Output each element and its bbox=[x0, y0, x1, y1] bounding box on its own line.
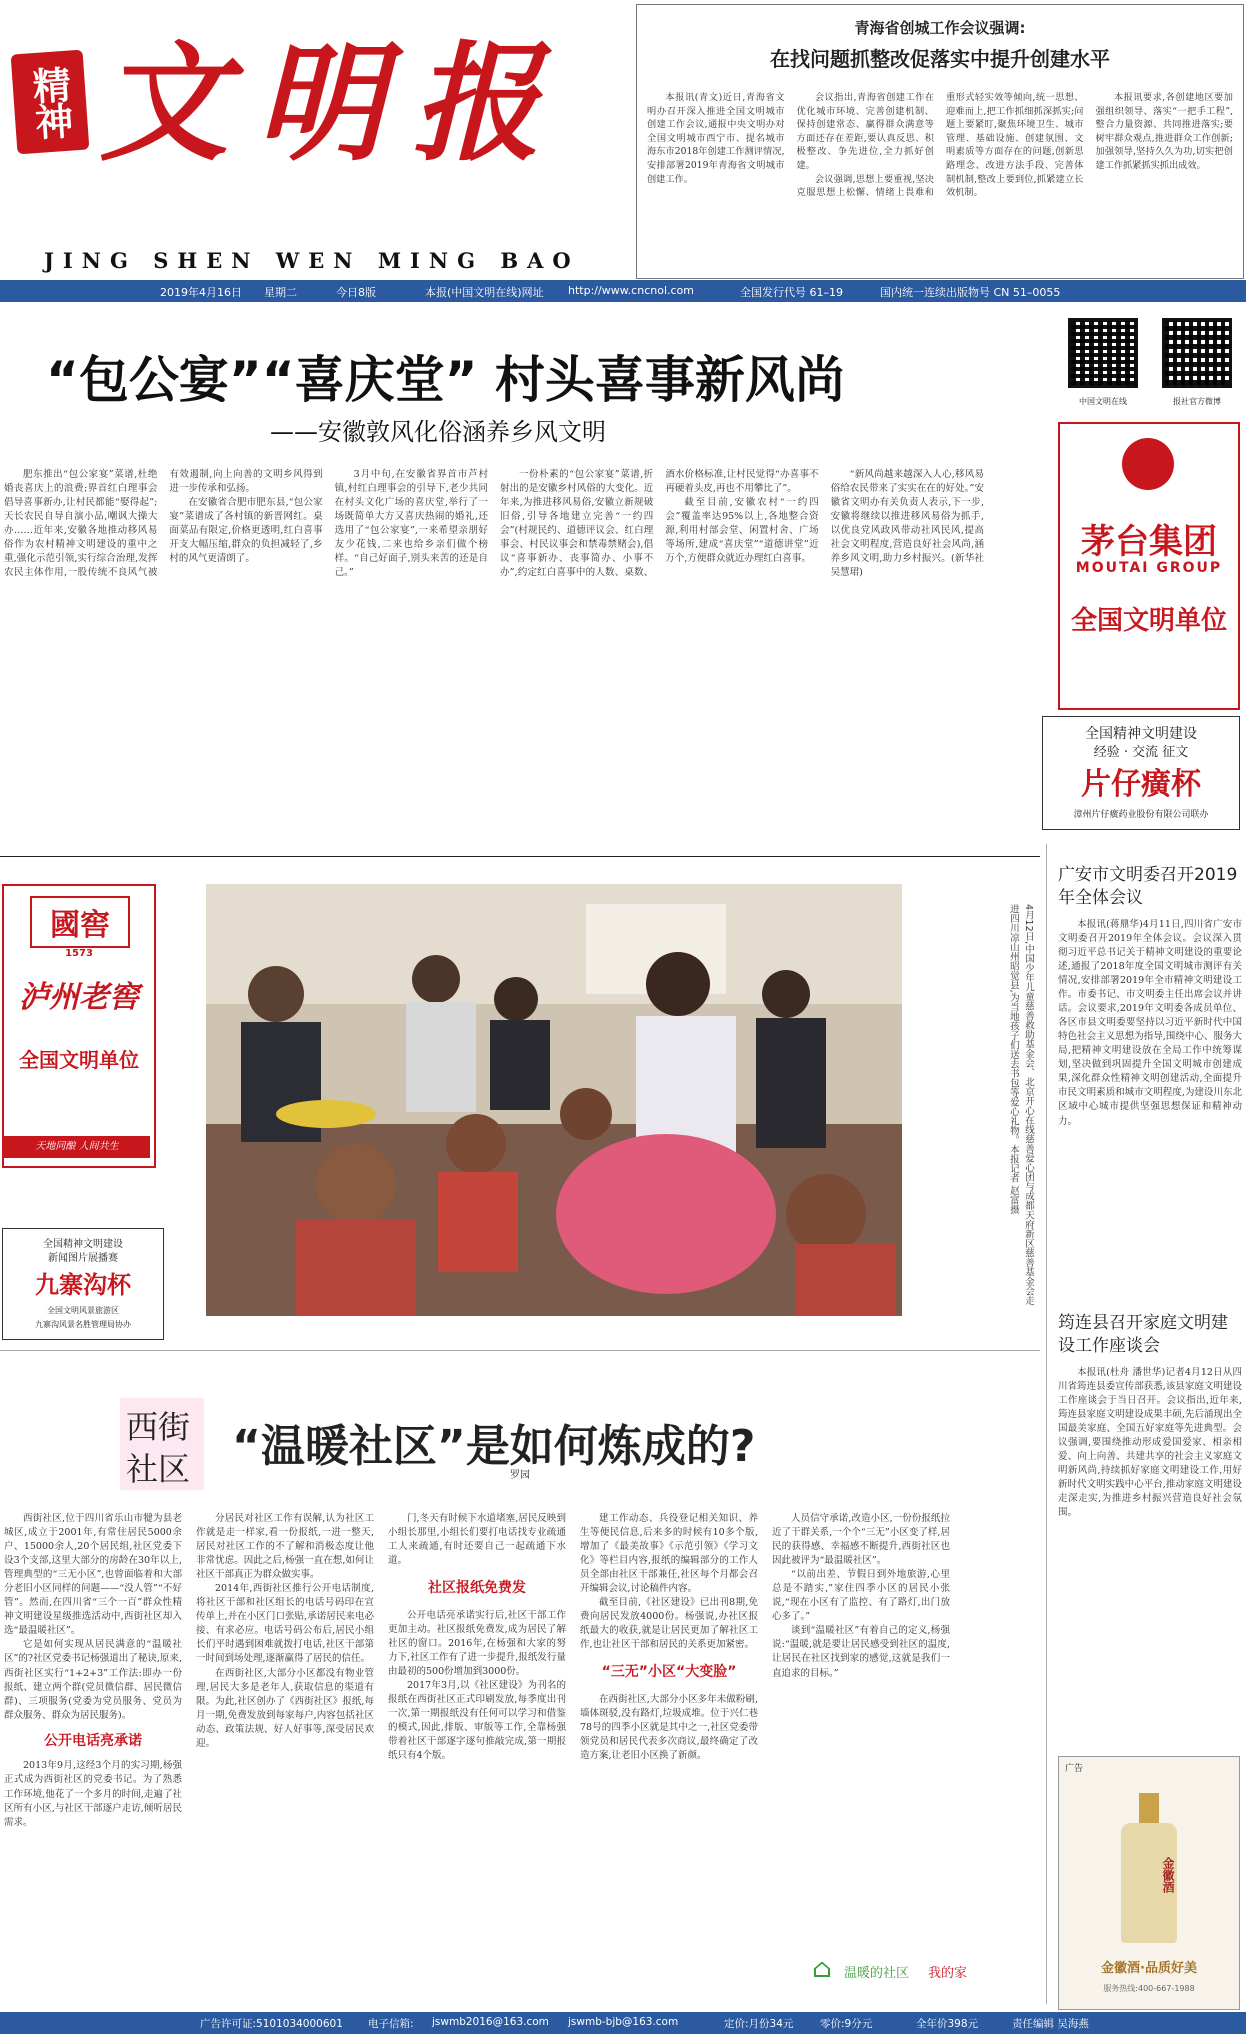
news-photo bbox=[206, 884, 902, 1316]
masthead-pinyin: JING SHEN WEN MING BAO bbox=[44, 248, 580, 273]
pzh-ad[interactable]: 全国精神文明建设 经验 · 交流 征文 片仔癀杯 漳州片仔癀药业股份有限公司联办 bbox=[1042, 716, 1240, 830]
house-icon: ⌂ bbox=[812, 1954, 832, 1984]
qr-code-icon[interactable] bbox=[1068, 318, 1138, 388]
feature-logo: ⌂ 温暖的社区 我的家 bbox=[812, 1954, 968, 1984]
qr-code-icon[interactable] bbox=[1162, 318, 1232, 388]
feature-col-5: 人员信守承诺,改造小区,一份份报纸拉近了干群关系,一个个“三无”小区变了样,居民的获得感、幸福感不断提升,西街社区也因此被评为“最温暖社区”。 “以前出差、节假日到外地旅游,心里总是不踏实,”家住四季小区的居民小张说,“现在小区有了监控、有了路灯,出门放心多了。” 谈到“温暖社区”有着自己的定义,杨强说:“温暖,就是要让居民感受到社区的温度,让居民在社区找到家的感觉,这就是我们一直追求的目标。” bbox=[772, 1513, 950, 1679]
top-story-body: 本报讯(青文)近日,青海省文明办召开深入推进全国文明城市创建工作会议,通报中央文明办对全国文明城市西宁市、提名城市海东市2018年创建工作测评情况,安排部署2019年青海省文明城市创建工作。 会议指出,青海省创建工作在优化城市环境、完善创建机制、保持创建常态、赢得群众满意等方面还存在差距,要认真反思、积极整改、争先进位,全力抓好创建。 会议强调,思想上要重视,坚决克服思想上松懈、情绪上畏难和重形式轻实效等倾向,统一思想、迎难而上,把工作抓细抓深抓实;问题上要紧盯,聚焦环境卫生、城市管理、基础设施、创建氛围、文明素质等方面存在的问题,创新思路理念、改进方法手段、完善体制机制,整改上要到位,抓紧建立长效机制。 本报讯要求,各创建地区要加强组织领导、落实“一把手工程”,整合力量资源、共同推进落实;要树牢群众观点,推进群众工作创新;加强领导,坚持久久为功,切实把创建工作抓紧抓实抓出成效。 bbox=[647, 92, 1233, 199]
masthead-seal: 精神 bbox=[11, 50, 90, 155]
photo-illustration bbox=[206, 884, 902, 1316]
jzg-ad[interactable]: 全国精神文明建设 新闻图片展播赛 九寨沟杯 全国文明风景旅游区 九寨沟风景名胜管理局协办 bbox=[2, 1228, 164, 1340]
lead-body: 肥东推出“包公家宴”菜谱,杜绝婚丧喜庆上的浪费;界首红白理事会倡导喜事新办,让村民都能“娶得起”;天长农民自导自演小品,嘲讽大操大办……近年来,安徽各地推动移风易俗作为农村精神文明建设的重中之重,强化示范引领,实行综合治理,发挥农民主体作用,一股传统不良风气被有效遏制,向上向善的文明乡风得到进一步传承和弘扬。 在安徽省合肥市肥东县,“包公家宴”菜谱成了各村镇的新晋网红。桌面菜品有限定,价格更透明,红白喜事开支大幅压缩,群众的负担减轻了,乡村的风气更清朗了。 3月中旬,在安徽省界首市芦村镇,村红白理事会的引导下,老少共同在村头文化广场的喜庆堂,举行了一场既简单大方又喜庆热闹的婚礼,还选用了“包公家宴”,一来希望亲朋好友少花钱,二来也给乡亲们做个榜样。“自己好面子,别头来苦的还是自己。” 一份朴素的“包公家宴”菜谱,折射出的是安徽乡村风俗的大变化。近年来,为推进移风易俗,安徽立新规破旧俗,引导各地建立完善“一约四会”(村规民约、道德评议会、红白理事会、村民议事会和禁毒禁赌会),倡议“喜事新办、丧事简办、小事不办”,约定红白喜事中的人数、桌数、酒水价格标准,让村民觉得“办喜事不再硬着头皮,再也不用攀比了”。 截至目前,安徽农村“一约四会”覆盖率达95%以上,各地整合资源,利用村部会堂、闲置村舍、广场等场所,建成“喜庆堂”“道德讲堂”近万个,方便群众就近办理红白喜事。 “新风尚越来越深入人心,移风易俗给农民带来了实实在在的好处。”安徽省文明办有关负责人表示,下一步,安徽将继续以推进移风易俗为抓手,以优良党风政风带动社风民风,提高社会文明程度,营造良好社会风尚,涵养乡风文明,助力乡村振兴。(新华社 吴慧珺) bbox=[4, 469, 984, 579]
date-band: 2019年4月16日 星期二 今日8版 本报(中国文明在线)网址 http://www.cncnol.com 全国发行代号 61–19 国内统一连续出版物号 CN 51–0055 bbox=[0, 280, 1246, 302]
top-story-kicker: 青海省创城工作会议强调: bbox=[854, 19, 1026, 37]
feature-col-3: 门,冬天有时候下水道堵塞,居民反映到小组长那里,小组长们要打电话找专业疏通工人来疏通,有时还要自己一起疏通下水道。 社区报纸免费发 公开电话亮承诺实行后,社区干部工作更加主动。社区报纸免费发,成为居民了解社区的窗口。2016年,在杨强和大家的努力下,社区工作有了进一步提升,报纸发行量由最初的500份增加到3000份。 2017年3月,以《社区建设》为刊名的报纸在西街社区正式印刷发放,每季度出刊一次,第一期报纸没有任何可以学习和借鉴的模式,因此,排版、审版等工作,全靠杨强带着社区干部逐字逐句推敲完成,第一期报纸只有4个版。 bbox=[388, 1513, 566, 1762]
masthead bbox=[0, 0, 630, 280]
right-news-2-title: 筠连县召开家庭文明建设工作座谈会 bbox=[1058, 1313, 1228, 1356]
subhead-makeover: “三无”小区“大变脸” bbox=[601, 1664, 737, 1681]
qr-block: 中国文明在线 报社官方微博 bbox=[1058, 316, 1242, 416]
feature-side-label: 西街 社区 bbox=[120, 1398, 204, 1490]
lead-subtitle: ——安徽敦风化俗涵养乡风文明 bbox=[270, 418, 606, 446]
feature-col-2: 分居民对社区工作有误解,认为社区工作就是走一样家,看一份报纸,一进一整天,居民对社区工作的不了解和消极态度让他非常忧虑。因此之后,杨强一直在想,如何让社区干部真正为群众做实事。 2014年,西街社区推行公开电话制度,将社区干部和社区组长的电话号码印在宣传单上,并在小区门口张贴,承诺居民来电必接、有求必应。电话号码公布后,居民小组长们平时遇到困难就拨打电话,社区干部第一时间到场处理,逐渐赢得了居民的信任。 在西街社区,大部分小区都没有物业管理,居民大多是老年人,获取信息的渠道有限。为此,社区创办了《西街社区》报纸,每月一期,免费发放到每家每户,内容包括社区动态、政策法规、好人好事等,深受居民欢迎。 bbox=[196, 1513, 374, 1749]
feature-title: “温暖社区”是如何炼成的? bbox=[232, 1421, 756, 1472]
top-story-box bbox=[636, 4, 1244, 279]
moutai-logo-icon bbox=[1122, 438, 1174, 490]
feature-col-1: 西街社区,位于四川省乐山市犍为县老城区,成立于2001年,有常住居民5000余户、15000余人,20个居民组,社区党委下设3个支部,这里大部分的房龄在30年以上,管理典型的“三无小区”,也曾面临着和大部分老旧小区同样的问题——“没人管”“不好管”。然而,在四川省“三个一百”群众性精神文明建设星级推选活动中,西街社区却入选“最温暖社区”。 它是如何实现从居民满意的“温暖社区”的?社区党委书记杨强道出了秘诀,原来,西街社区实行“1+2+3”工作法:即办一份报纸、建立两个群(党员微信群、居民微信群)、三项服务(党委为党员服务、党员为群众服务、群众为居民服务)。 公开电话亮承诺 2013年9月,这经3个月的实习期,杨强正式成为西街社区的党委书记。为了熟悉工作环境,他花了一个多月的时间,走遍了社区所有小区,与社区干部逐户走访,倾听居民需求。 bbox=[4, 1513, 182, 1828]
masthead-title: 文明报 bbox=[100, 29, 569, 179]
guojiao-ad[interactable]: 國窖 1573 泸州老窖 全国文明单位 天地同酿 人间共生 bbox=[2, 884, 156, 1168]
site-url[interactable]: http://www.cncnol.com bbox=[568, 284, 694, 297]
feature-author: 罗园 bbox=[510, 1470, 530, 1481]
right-news-2: 筠连县召开家庭文明建设工作座谈会 本报讯(杜舟 潘世华)记者4月12日从四川省筠连县委宣传部获悉,该县家庭文明建设工作座谈会于当日召开。会议指出,近年来,筠连县家庭文明建设成果丰硕,先后涌现出全国最美家庭、全国五好家庭等先进典型。会议强调,要围绕推动形成爱国爱家、相亲相爱、向上向善、共建共享的社会主义家庭文明新风尚,持续抓好家庭文明建设工作,用好新时代文明实践中心平台,推动家庭文明建设走深走实,为推进乡村振兴营造良好社会氛围。 bbox=[1058, 1313, 1242, 1519]
photo-caption: 4月12日,中国少年儿童慈善救助基金会、北京开心在线慈善爱心团与成都天府新区慈善基金会走进四川凉山州昭觉县,为当地孩子们送去书包等爱心礼物。本报记者 赵富摄 bbox=[1007, 904, 1034, 1306]
top-story-title: 在找问题抓整改促落实中提升创建水平 bbox=[770, 47, 1110, 71]
liquor-ad[interactable]: 广告 金徽酒 金徽酒·品质好美 服务热线:400-667-1988 bbox=[1058, 1756, 1240, 2010]
right-news-1: 广安市文明委召开2019年全体会议 本报讯(蒋鼎华)4月11日,四川省广安市文明委召开2019年全体会议。会议深入贯彻习近平总书记关于精神文明建设的重要论述,通报了2018年度全国文明城市测评有关情况,安排部署2019年全市精神文明建设工作。市委书记、市文明委主任出席会议并讲话。会议要求,2019年文明委各成员单位、各区市县文明委要坚持以习近平新时代中国特色社会主义思想为指导,围绕中心、服务大局,把精神文明建设放在全局工作中统筹谋划,坚决做到巩固提升全国文明城市创建成果,深化群众性精神文明创建活动,全面提升市民文明素质和城市文明程度,为建设川东北区域中心城市提供坚强思想保证和精神动力。 bbox=[1058, 865, 1242, 1127]
subhead-newspaper: 社区报纸免费发 bbox=[428, 1580, 526, 1597]
right-news-1-title: 广安市文明委召开2019年全体会议 bbox=[1058, 865, 1238, 908]
footer: 广告许可证:5101034000601 电子信箱: jswmb2016@163.com jswmb-bjb@163.com 定价:月份34元 零价:9分元 全年价398元 责任编辑 吴海燕 bbox=[0, 2012, 1246, 2034]
moutai-ad[interactable]: MOUTAI 茅台集团 MOUTAI GROUP 全国文明单位 bbox=[1058, 422, 1240, 710]
subhead-phone: 公开电话亮承诺 bbox=[44, 1732, 142, 1749]
footer-email-2[interactable]: jswmb-bjb@163.com bbox=[568, 2016, 679, 2028]
feature-col-4: 建工作动态、兵役登记相关知识、养生等便民信息,后来多的时候有10多个版,增加了《最美故事》《示范引领》《学习文化》等栏目内容,报纸的编辑部分的工作人员全部由社区干部兼任,社区每个月都会召开编辑会议,讨论稿件内容。 截至目前,《社区建设》已出刊8期,免费向居民发放4000份。杨强说,办社区报纸最大的收获,就是让居民更加了解社区工作,也让社区干部和居民的关系更加紧密。 “三无”小区“大变脸” 在西街社区,大部分小区多年未做粉刷,墙体斑驳,没有路灯,垃圾成堆。位于兴仁巷78号的四季小区就是其中之一,社区党委带领党员和居民代表多次商议,最终确定了改造方案,让老旧小区换了新颜。 bbox=[580, 1513, 758, 1762]
lead-title: “包公宴”“喜庆堂” 村头喜事新风尚 bbox=[46, 351, 845, 409]
footer-email-1[interactable]: jswmb2016@163.com bbox=[432, 2016, 549, 2028]
